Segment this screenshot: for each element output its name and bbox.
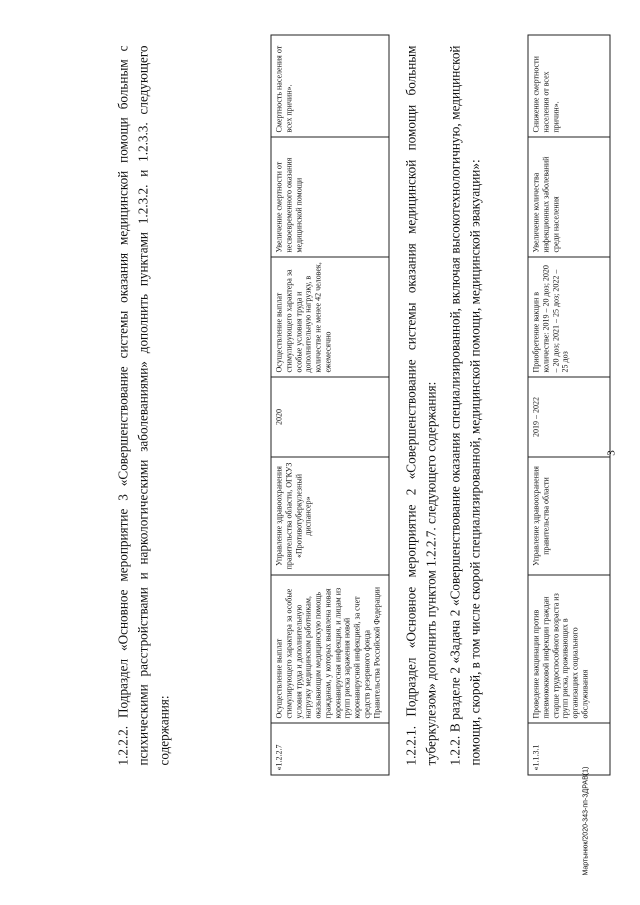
footer-docref: Мартынюк/2020-343-пп-ЗДРАВ(1) bbox=[582, 766, 589, 875]
paragraph-1-2-2: 1.2.2. В разделе 2 «Задача 2 «Совершенствование оказания специализированной, включая высокотехнологичную, медицинской помощи, скорой, в том числе скорой специализированной, медицинской помощи, медицинской эвакуации»: bbox=[447, 45, 483, 765]
event-cell: Проведение вакцинации против пневмококковой инфекции граждан старше трудоспособного возраста из групп риска, проживающих в организациях социального обслуживания bbox=[528, 575, 610, 723]
executor-cell: Управление здравоохранения правительства области bbox=[528, 457, 610, 575]
row-number: «1.1.3.1 bbox=[528, 723, 610, 775]
page-number: 3 bbox=[605, 449, 617, 456]
works-cell: Осуществление выплат стимулирующего характера за особые условия труда и дополнительную нагрузку, в количестве не менее 42 человек, ежемесячно bbox=[271, 257, 389, 377]
event-cell: Осуществление выплат стимулирующего характера за особые условия труда и дополнительную нагрузку медицинским работникам, оказывающим медицинскую помощь гражданам, у которых выявлена новая коронавирусная инфекция, и лицам из групп риска заражения новой коронавирусной инфекцией, за счет средств резервного фонда Правительства Российской Федерации bbox=[271, 575, 389, 723]
paragraph-1-2-2-2: 1.2.2.2. Подраздел «Основное мероприятие 3 «Совершенствование системы оказания медицинской помощи больным с психическими расстройствами и наркологическими заболеваниями» дополнить пунктами 1.2.3.2. и 1.2.3.3. следующего содержания: bbox=[115, 45, 171, 765]
period-cell: 2019 – 2022 bbox=[528, 377, 610, 457]
row-number: «1.2.2.7 bbox=[271, 723, 389, 775]
executor-cell: Управление здравоохранения правительства области, ОГКУЗ «Противотуберкулезный диспансер» bbox=[271, 457, 389, 575]
indicator-cell: Снижение смертности населения от всех причин». bbox=[528, 35, 610, 137]
paragraph-1-2-2-1: 1.2.2.1. Подраздел «Основное мероприятие 2 «Совершенствование системы оказания медицинской помощи больным туберкулезом» дополнить пунктом 1.2.2.7. следующего содержания: bbox=[403, 45, 439, 765]
measures-table-1 bbox=[527, 34, 610, 775]
result-cell: Увеличение смертности от несвоевременного оказания медицинской помощи bbox=[271, 137, 389, 257]
result-cell: Увеличение количества инфекционных заболеваний среди населения bbox=[528, 137, 610, 257]
indicator-cell: Смертность населения от всех причин». bbox=[271, 35, 389, 137]
table-row bbox=[271, 35, 389, 775]
period-cell: 2020 bbox=[271, 377, 389, 457]
works-cell: Приобретение вакцин в количестве: 2019 – 20 доз; 2020 – 20 доз; 2021 – 25 доз; 2022 – 25 доз bbox=[528, 257, 610, 377]
table-row bbox=[528, 35, 610, 775]
measures-table-2 bbox=[270, 34, 389, 775]
